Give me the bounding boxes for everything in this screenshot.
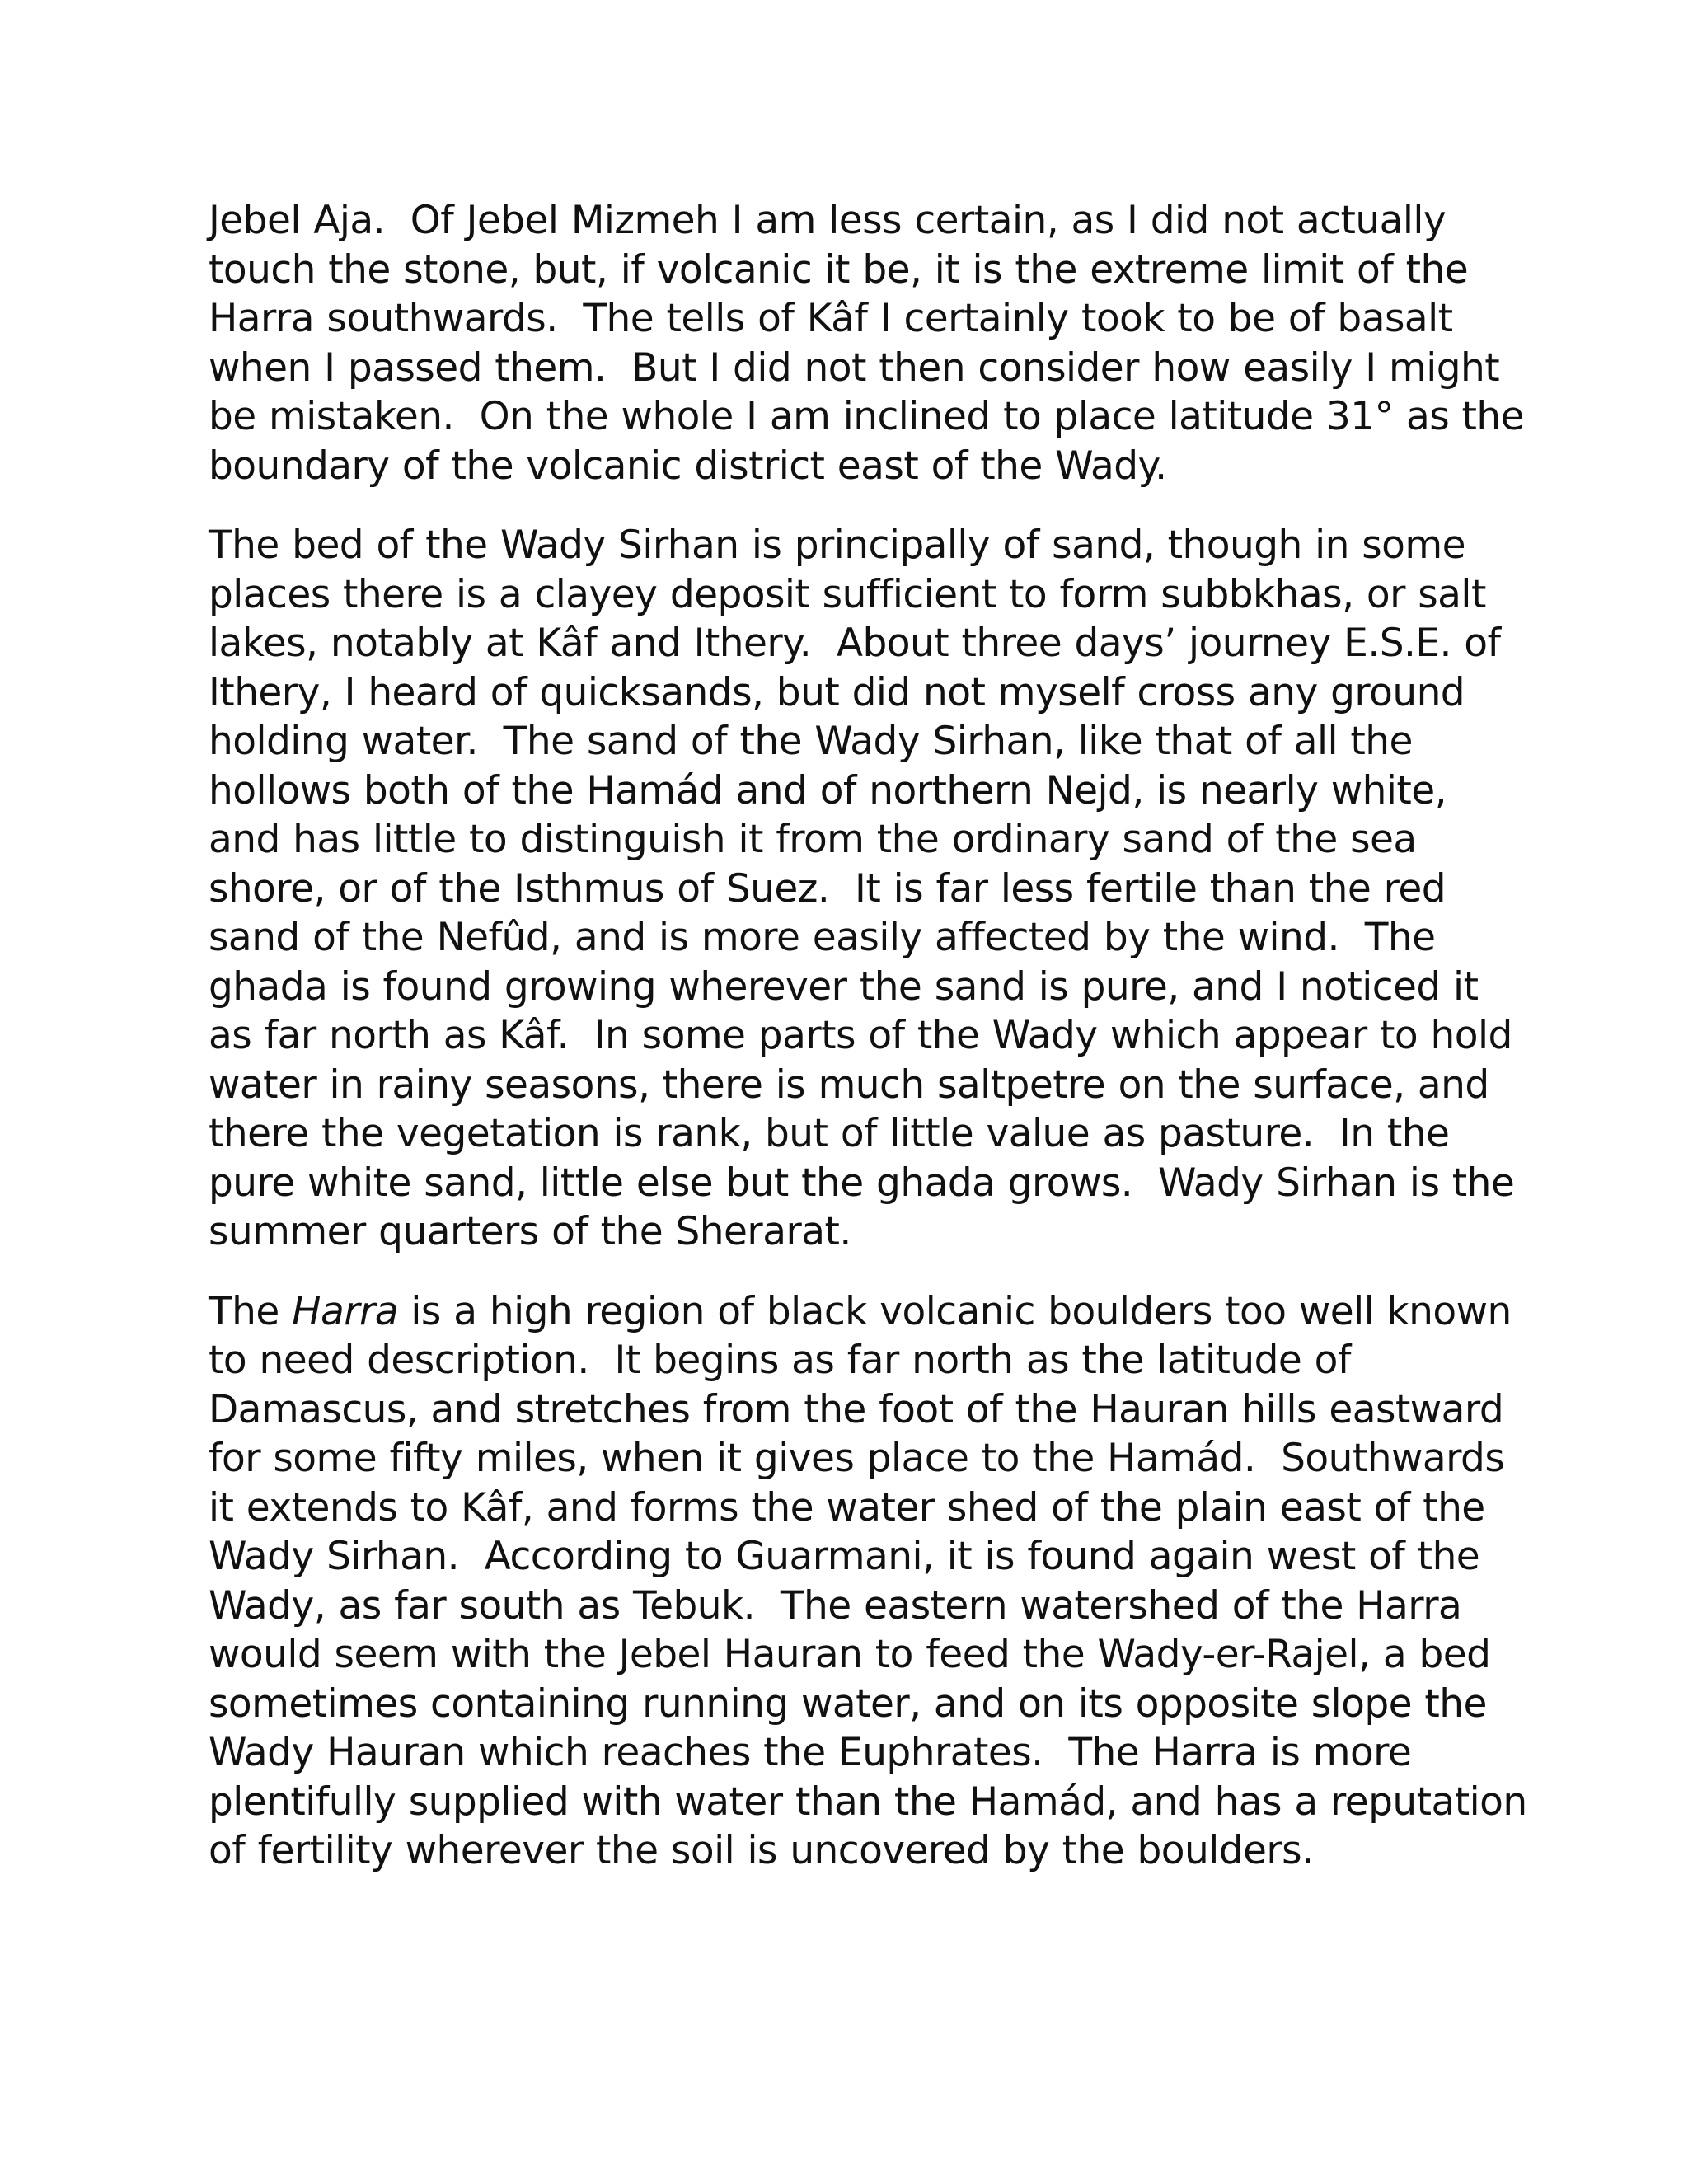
text-line: boundary of the volcanic district east of the Wady. bbox=[209, 443, 1167, 489]
text-line: and has little to distinguish it from the ordinary sand of the sea bbox=[209, 817, 1417, 862]
text-line: as far north as Kâf. In some parts of the Wady which appear to hold bbox=[209, 1013, 1512, 1058]
text-line: plentifully supplied with water than the Hamád, and has a reputation bbox=[209, 1779, 1527, 1825]
text-line: Wady, as far south as Tebuk. The eastern watershed of the Harra bbox=[209, 1582, 1462, 1629]
text-line: would seem with the Jebel Hauran to feed the Wady-er-Rajel, a bed bbox=[209, 1632, 1491, 1677]
text-line: be mistaken. On the whole I am inclined to place latitude 31° as the bbox=[209, 394, 1525, 439]
text-line: of fertility wherever the soil is uncovered by the boulders. bbox=[209, 1828, 1314, 1873]
text-line: The bed of the Wady Sirhan is principally of sand, though in some bbox=[209, 523, 1465, 568]
text-line: Harra southwards. The tells of Kâf I certainly took to be of basalt bbox=[209, 296, 1453, 341]
text-line: Wady Sirhan. According to Guarmani, it is found again west of the bbox=[209, 1534, 1480, 1579]
paragraph-3 bbox=[209, 1287, 1527, 1876]
text-line: hollows both of the Hamád and of northern Nejd, is nearly white, bbox=[209, 767, 1447, 813]
text-line bbox=[209, 1287, 1512, 1337]
text-line: pure white sand, little else but the ghada grows. Wady Sirhan is the bbox=[209, 1160, 1515, 1206]
text-line: Wady Hauran which reaches the Euphrates. The Harra is more bbox=[209, 1730, 1412, 1775]
text-line: summer quarters of the Sherarat. bbox=[209, 1209, 851, 1254]
text-line: shore, or of the Isthmus of Suez. It is far less fertile than the red bbox=[209, 865, 1447, 912]
text-line: touch the stone, but, if volcanic it be, it is the extreme limit of the bbox=[209, 246, 1469, 293]
text-line: holding water. The sand of the Wady Sirhan, like that of all the bbox=[209, 719, 1413, 764]
text-line: ghada is found growing wherever the sand is pure, and I noticed it bbox=[209, 963, 1479, 1010]
text-line: Ithery, I heard of quicksands, but did not myself cross any ground bbox=[209, 669, 1465, 715]
text-line: when I passed them. But I did not then consider how easily I might bbox=[209, 344, 1500, 391]
text-line: sometimes containing running water, and on its opposite slope the bbox=[209, 1680, 1487, 1727]
text-run: The bbox=[209, 1288, 293, 1334]
text-run: is a high region of black volcanic boulders too well known bbox=[398, 1288, 1512, 1334]
text-line: places there is a clayey deposit sufficient to form subbkhas, or salt bbox=[209, 571, 1486, 617]
text-line: sand of the Nefûd, and is more easily affected by the wind. The bbox=[209, 915, 1436, 960]
body-text bbox=[209, 196, 1527, 1906]
text-line: to need description. It begins as far north as the latitude of bbox=[209, 1338, 1351, 1383]
text-line: it extends to Kâf, and forms the water shed of the plain east of the bbox=[209, 1484, 1485, 1530]
paragraph-1 bbox=[209, 196, 1525, 490]
paragraph-2 bbox=[209, 521, 1515, 1257]
text-line: water in rainy seasons, there is much saltpetre on the surface, and bbox=[209, 1062, 1489, 1108]
text-line: for some fifty miles, when it gives place to the Hamád. Southwards bbox=[209, 1436, 1505, 1481]
italic-term: Harra bbox=[292, 1288, 398, 1334]
text-line: Jebel Aja. Of Jebel Mizmeh I am less certain, as I did not actually bbox=[209, 198, 1447, 243]
text-line: lakes, notably at Kâf and Ithery. About three days’ journey E.S.E. of bbox=[209, 621, 1501, 666]
text-line: Damascus, and stretches from the foot of the Hauran hills eastward bbox=[209, 1386, 1504, 1432]
text-line: there the vegetation is rank, but of little value as pasture. In the bbox=[209, 1111, 1450, 1156]
